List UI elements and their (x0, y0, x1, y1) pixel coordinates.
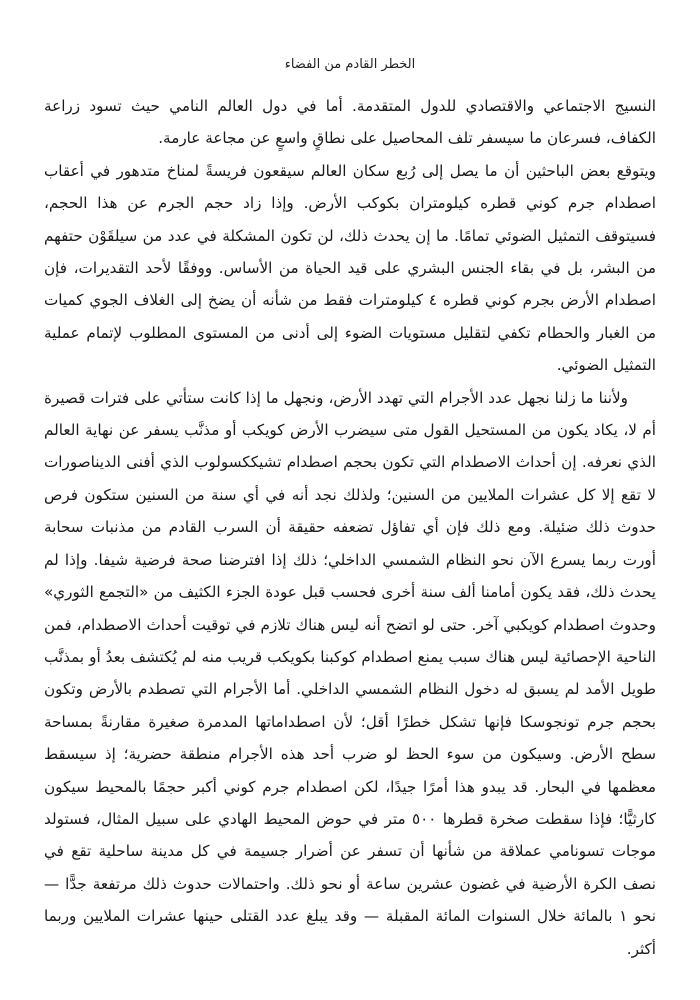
paragraph-1: النسيج الاجتماعي والاقتصادي للدول المتقدمة. أما في دول العالم النامي حيث تسود زراعة الكفاف، فسرعان ما سيسفر تلف المحاصيل على نطاقٍ واسعٍ عن مجاعة عارمة. (44, 97, 656, 148)
paragraph-2: ويتوقع بعض الباحثين أن ما يصل إلى رُبع سكان العالم سيقعون فريسةً لمناخ متدهور في أعقاب اصطدام جرم كوني قطره كيلومتران بكوكب الأرض. وإذا زاد حجم الجرم عن هذا الحجم، فسيتوقف التمثيل الضوئي تمامًا. ما إن يحدث ذلك، لن تكون المشكلة في عدد من سيلقَوْن حتفهم من البشر، بل في بقاء الجنس البشري على قيد الحياة من الأساس. ووفقًا لأحد التقديرات، فإن اصطدام الأرض بجرم كوني قطره ٤ كيلومترات فقط من شأنه أن يضخ إلى الغلاف الجوي كميات من الغبار والحطام تكفي لتقليل مستويات الضوء إلى أدنى من المستوى المطلوب لإتمام عملية التمثيل الضوئي. (44, 161, 656, 375)
paragraph-3: ولأننا ما زلنا نجهل عدد الأجرام التي تهدد الأرض، ونجهل ما إذا كانت ستأتي على فترات قصيرة أم لا، يكاد يكون من المستحيل القول متى سيضرب الأرض كويكب أو مذنَّب يسفر عن نهاية العالم الذي نعرفه. إن أحداث الاصطدام التي تكون بحجم اصطدام تشيككسولوب الذي أفنى الديناصورات لا تقع إلا كل عشرات الملايين من السنين؛ ولذلك نجد أنه في أي سنة من السنين ستكون فرص حدوث ذلك ضئيلة. ومع ذلك فإن أي تفاؤل تضعفه حقيقة أن السرب القادم من مذنبات سحابة أورت ربما يسرع الآن نحو النظام الشمسي الداخلي؛ ذلك إذا افترضنا صحة فرضية شيفا. وإذا لم يحدث ذلك، فقد يكون أمامنا ألف سنة أخرى فحسب قبل عودة الجزء الكثيف من «التجمع الثوري» وحدوث اصطدام كويكبي آخر. حتى لو اتضح أنه ليس هناك تلازم في توقيت أحداث الاصطدام، فمن الناحية الإحصائية ليس هناك سبب يمنع اصطدام كوكبنا بكويكب قريب منه لم يُكتشف بعدُ أو بمذنَّب طويل الأمد لم يسبق له دخول النظام الشمسي الداخلي. أما الأجرام التي تصطدم بالأرض وتكون بحجم جرم تونجوسكا فإنها تشكل خطرًا أقل؛ لأن اصطداماتها المدمرة صغيرة مقارنةً بمساحة سطح الأرض. وسيكون من سوء الحظ لو ضرب أحد هذه الأجرام منطقة حضرية؛ إذ سيسقط معظمها في البحار. قد يبدو هذا أمرًا جيدًا، لكن اصطدام جرم كوني أكبر حجمًا بالمحيط سيكون كارثيًّا؛ فإذا سقطت صخرة قطرها ٥٠٠ متر في حوض المحيط الهادي على سبيل المثال، فستولد موجات تسونامي عملاقة من شأنها أن تسفر عن أضرار جسيمة في كل مدينة ساحلية تقع في نصف الكرة الأرضية في غضون عشرين ساعة أو نحو ذلك. واحتمالات حدوث ذلك مرتفعة جدًّا — نحو ١ بالمائة خلال السنوات المائة المقبلة — وقد يبلغ عدد القتلى حينها عشرات الملايين وربما أكثر. (44, 388, 656, 958)
body-text (44, 90, 656, 965)
running-header: الخطر القادم من الفضاء (284, 57, 416, 72)
